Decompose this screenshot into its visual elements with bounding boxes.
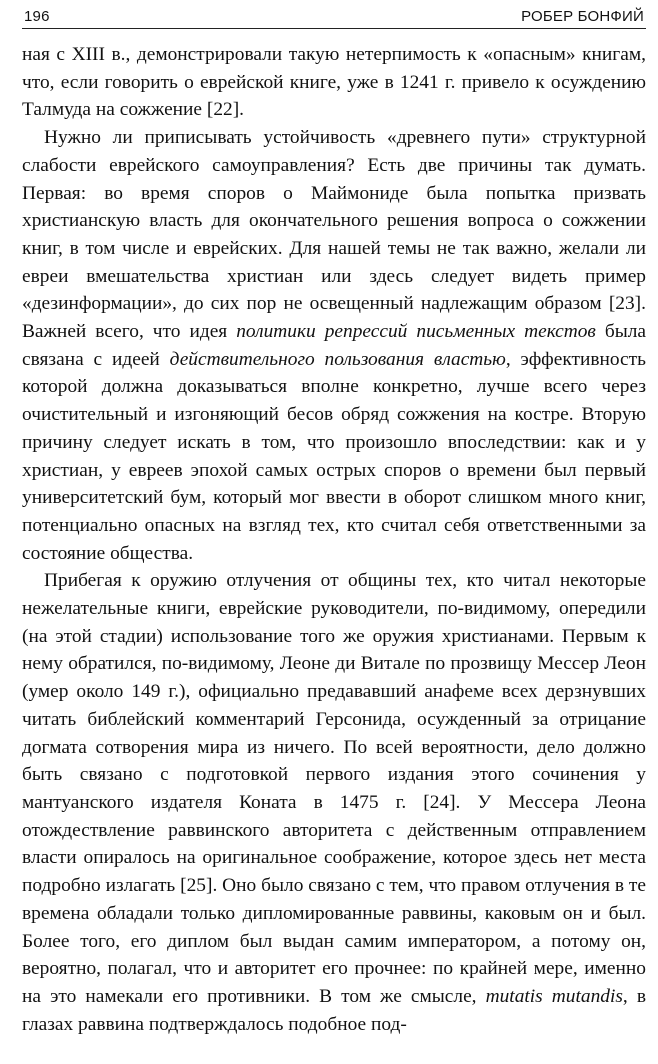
running-head [22,8,646,29]
italic-phrase: mutatis mutandis [485,985,623,1007]
paragraph [22,41,646,124]
text-run: была связана с идеей [22,321,646,370]
text-run: Нужно ли приписывать устойчивость «древнего пути» структурной слабости еврейского самоуправления? Есть две причины так думать. Первая: во время споров о Маймониде была попытка призвать христианскую власть для окончательного решения вопроса о сожжении книг, в том числе и еврейских. Для нашей темы не так важно, желали ли евреи вмешательства христиан или здесь следует видеть пример «дезинформации», до сих пор не освещенный надлежащим образом [23]. Важней всего, что идея [22,127,646,343]
paragraph [22,124,646,567]
italic-phrase: действительного пользования властью [169,348,506,370]
text-run: Прибегая к оружию отлучения от общины тех, кто читал некоторые нежелательные книги, еврейские руководители, по-видимому, опередили (на этой стадии) использование того же оружия христианами. Первым к нему обратился, по-видимому, Леоне ди Витале по прозвищу Мессер Леон (умер около 149 г.), официально предававший анафеме всех дерзнувших читать библейский комментарий Герсонида, осужденный за отрицание догмата сотворения мира из ничего. По всей вероятности, дело должно быть связано с подготовкой первого издания этого сочинения у мантуанского издателя Коната в 1475 г. [24]. У Мессера Леона отождествление раввинского авторитета с действенным отправлением власти опиралось на оригинальное соображение, которое здесь нет места подробно излагать [25]. Оно было связано с тем, что правом отлучения в те времена обладали только дипломированные раввины, каковым он и был. Более того, его диплом был выдан самим императором, а потому он, вероятно, полагал, что и авторитет его прочнее: по крайней мере, именно на это намекали его противники. В том же смысле, [22,570,646,1007]
text-run: , в глазах раввина подтверждалось подобное под- [22,985,646,1035]
page-number: 196 [24,8,50,25]
text-run: ная с XIII в., демонстрировали такую нетерпимость к «опасным» книгам, что, если говорить о еврейской книге, уже в 1241 г. привело к осуждению Талмуда на сожжение [22]. [22,44,646,121]
running-title: РОБЕР БОНФИЙ [521,8,644,25]
italic-phrase: политики репрессий письменных текстов [236,321,596,343]
text-run: , эффективность которой должна доказываться вполне конкретно, лучше всего через очистительный и изгоняющий бесов обряд сожжения на костре. Вторую причину следует искать в том, что произошло впоследствии: как и у христиан, у евреев эпохой самых острых споров о времени был первый университетский бум, который мог ввести в оборот слишком много книг, потенциально опасных на взгляд тех, кто считал себя ответственными за состояние общества. [22,348,646,564]
body-text [22,41,646,1038]
paragraph [22,567,646,1038]
